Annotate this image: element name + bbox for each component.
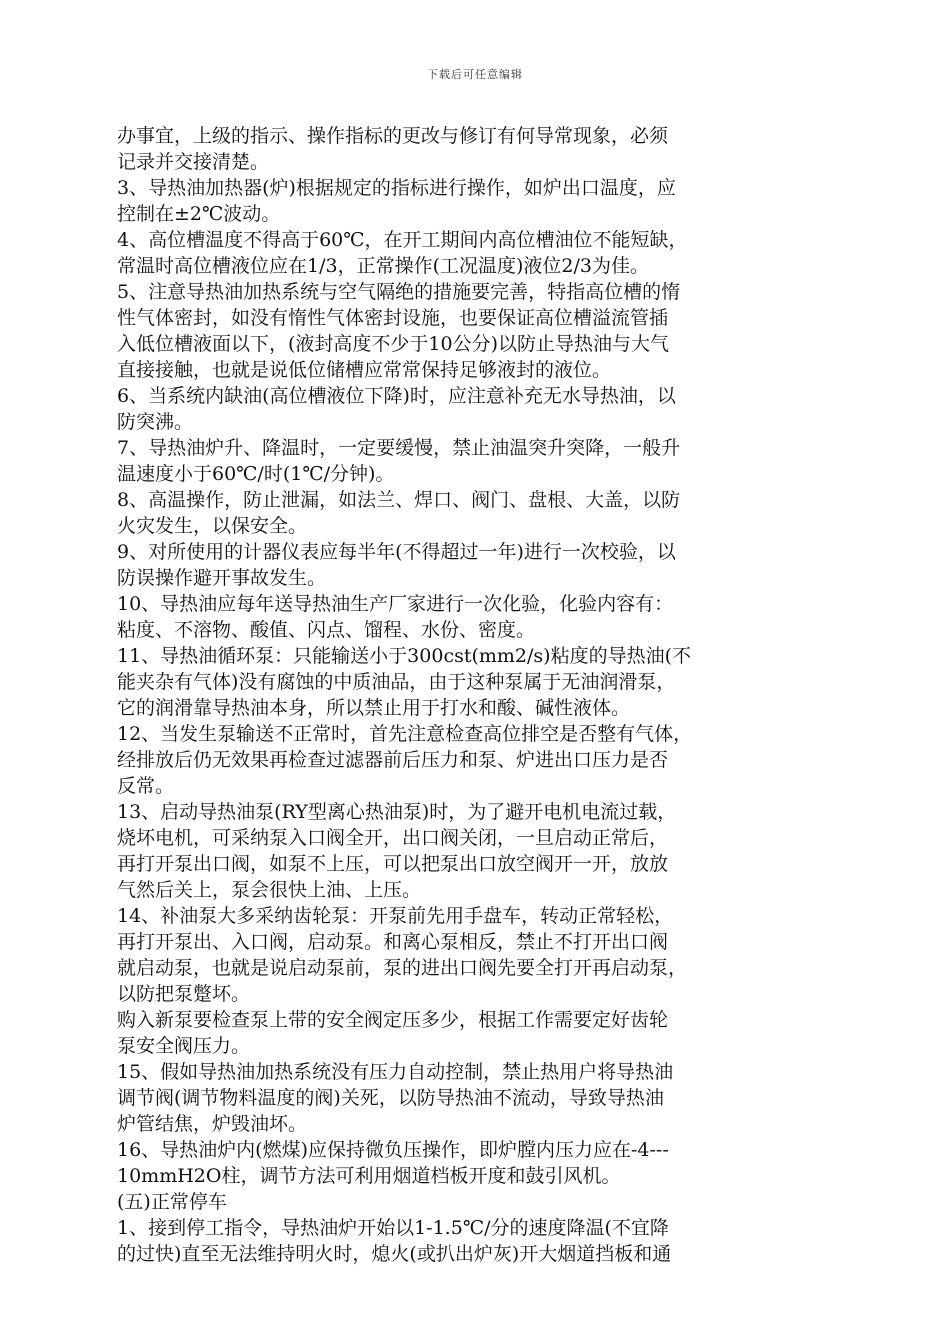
text-line: 3、导热油加热器(炉)根据规定的指标进行操作，如炉出口温度，应 xyxy=(117,177,676,199)
text-line: 就启动泵，也就是说启动泵前，泵的进出口阀先要全打开再启动泵， xyxy=(117,957,688,979)
text-line: 8、高温操作，防止泄漏，如法兰、焊口、阀门、盘根、大盖，以防 xyxy=(117,489,681,511)
text-line: 10、导热油应每年送导热油生产厂家进行一次化验，化验内容有： xyxy=(117,593,674,615)
text-line: 再打开泵出口阀，如泵不上压，可以把泵出口放空阀开一开，放放 xyxy=(117,853,669,875)
text-line: 炉管结焦，炉毁油坏。 xyxy=(117,1113,308,1135)
text-line: 经排放后仍无效果再检查过滤器前后压力和泵、炉进出口压力是否 xyxy=(117,749,669,771)
text-line: 粘度、不溶物、酸值、闪点、馏程、水份、密度。 xyxy=(117,619,536,641)
text-line: 10mmH2O柱，调节方法可利用烟道档板开度和鼓引风机。 xyxy=(117,1165,621,1187)
text-line: 办事宜，上级的指示、操作指标的更改与修订有何导常现象，必须 xyxy=(117,125,669,147)
text-line: 11、导热油循环泵：只能输送小于300cst(mm2/s)粘度的导热油(不 xyxy=(117,645,691,667)
text-line: 记录并交接清楚。 xyxy=(117,151,270,173)
text-line: (五)正常停车 xyxy=(117,1191,227,1213)
text-line: 防突沸。 xyxy=(117,411,194,433)
text-line: 控制在±2℃波动。 xyxy=(117,203,281,225)
text-line: 能夹杂有气体)没有腐蚀的中质油品，由于这种泵属于无油润滑泵， xyxy=(117,671,676,693)
text-line: 9、对所使用的计器仪表应每半年(不得超过一年)进行一次校验，以 xyxy=(117,541,676,563)
text-line: 13、启动导热油泵(RY型离心热油泵)时，为了避开电机电流过载， xyxy=(117,801,677,823)
text-line: 它的润滑靠导热油本身，所以禁止用于打水和酸、碱性液体。 xyxy=(117,697,631,719)
text-line: 再打开泵出、入口阀，启动泵。和离心泵相反，禁止不打开出口阀 xyxy=(117,931,669,953)
text-line: 直接接触，也就是说低位储槽应常常保持足够液封的液位。 xyxy=(117,359,612,381)
text-line: 常温时高位槽液位应在1/3，正常操作(工况温度)液位2/3为佳。 xyxy=(117,255,649,277)
text-line: 以防把泵蹩坏。 xyxy=(117,983,251,1005)
text-line: 烧坏电机，可采纳泵入口阀全开，出口阀关闭，一旦启动正常后， xyxy=(117,827,669,849)
text-line: 防误操作避开事故发生。 xyxy=(117,567,327,589)
page-header: 下载后可任意编辑 xyxy=(427,68,523,81)
text-line: 6、当系统内缺油(高位槽液位下降)时，应注意补充无水导热油，以 xyxy=(117,385,676,407)
text-line: 12、当发生泵输送不正常时，首先注意检查高位排空是否整有气体， xyxy=(117,723,693,745)
text-line: 气然后关上，泵会很快上油、上压。 xyxy=(117,879,422,901)
text-line: 火灾发生，以保安全。 xyxy=(117,515,308,537)
text-line: 温速度小于60℃/时(1℃/分钟)。 xyxy=(117,463,395,485)
text-line: 入低位槽液面以下，(液封高度不少于10公分)以防止导热油与大气 xyxy=(117,333,670,355)
text-line: 7、导热油炉升、降温时，一定要缓慢，禁止油温突升突降，一般升 xyxy=(117,437,681,459)
text-line: 反常。 xyxy=(117,775,175,797)
text-line: 4、高位槽温度不得高于60℃，在开工期间内高位槽油位不能短缺， xyxy=(117,229,688,251)
text-line: 的过快)直至无法维持明火时，熄火(或扒出炉灰)开大烟道挡板和通 xyxy=(117,1243,672,1265)
text-line: 15、假如导热油加热系统没有压力自动控制，禁止热用户将导热油 xyxy=(117,1061,674,1083)
document-body xyxy=(117,123,827,1267)
text-line: 14、补油泵大多采纳齿轮泵：开泵前先用手盘车，转动正常轻松， xyxy=(117,905,674,927)
text-line: 性气体密封，如没有惰性气体密封设施，也要保证高位槽溢流管插 xyxy=(117,307,669,329)
text-line: 调节阀(调节物料温度的阀)关死，以防导热油不流动，导致导热油 xyxy=(117,1087,664,1109)
text-line: 1、接到停工指令，导热油炉开始以1-1.5℃/分的速度降温(不宜降 xyxy=(117,1217,669,1239)
text-line: 泵安全阀压力。 xyxy=(117,1035,251,1057)
text-line: 16、导热油炉内(燃煤)应保持微负压操作，即炉膛内压力应在-4--- xyxy=(117,1139,669,1161)
text-line: 5、注意导热油加热系统与空气隔绝的措施要完善，特指高位槽的惰 xyxy=(117,281,681,303)
text-line: 购入新泵要检查泵上带的安全阀定压多少，根据工作需要定好齿轮 xyxy=(117,1009,669,1031)
